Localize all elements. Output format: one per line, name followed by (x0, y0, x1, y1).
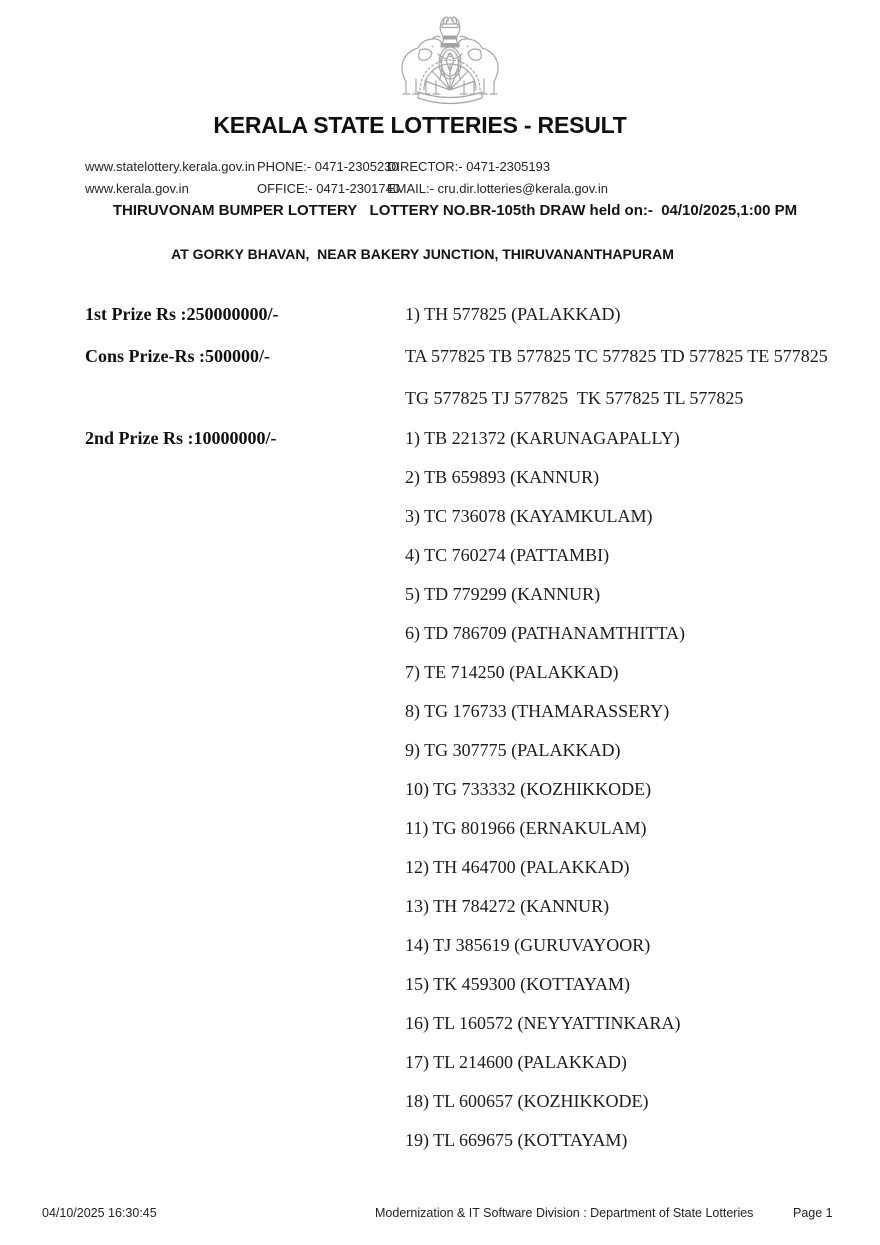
prize-winner-line: 3) TC 736078 (KAYAMKULAM) (405, 506, 653, 526)
kerala-state-emblem-icon (396, 8, 504, 106)
consolation-prize-block (85, 335, 860, 419)
prize-winner-line: 10) TG 733332 (KOZHIKKODE) (405, 779, 652, 799)
prize-winner-line: 8) TG 176733 (THAMARASSERY) (405, 701, 670, 721)
prize-winner-line: 15) TK 459300 (KOTTAYAM) (405, 974, 631, 994)
page-footer (0, 1206, 880, 1228)
prize-winner-line: 18) TL 600657 (KOZHIKKODE) (405, 1091, 649, 1111)
prize-winner-line: 9) TG 307775 (PALAKKAD) (405, 740, 621, 760)
prize-winner-line: 5) TD 779299 (KANNUR) (405, 584, 601, 604)
venue-line: AT GORKY BHAVAN, NEAR BAKERY JUNCTION, THIRUVANANTHAPURAM (171, 246, 674, 262)
prize-winner-line: 1) TB 221372 (KARUNAGAPALLY) (405, 428, 680, 448)
prize-winner-line: 1) TH 577825 (PALAKKAD) (405, 304, 621, 324)
second-prize-lines (405, 419, 860, 1160)
prize-winner-line: 12) TH 464700 (PALAKKAD) (405, 857, 630, 877)
contact-row-1 (0, 159, 880, 177)
prize-winner-line: 7) TE 714250 (PALAKKAD) (405, 662, 619, 682)
footer-page-number: Page 1 (793, 1206, 833, 1220)
draw-info-line: THIRUVONAM BUMPER LOTTERY LOTTERY NO.BR-105th DRAW held on:- 04/10/2025,1:00 PM (112, 202, 798, 219)
results-section (85, 293, 860, 1160)
prize-winner-line: 13) TH 784272 (KANNUR) (405, 896, 610, 916)
prize-winner-line: TG 577825 TJ 577825 TK 577825 TL 577825 (405, 388, 744, 408)
prize-winner-line: 16) TL 160572 (NEYYATTINKARA) (405, 1013, 681, 1033)
prize-winner-line: 11) TG 801966 (ERNAKULAM) (405, 818, 647, 838)
second-prize-label: 2nd Prize Rs :10000000/- (85, 428, 277, 448)
email-text: EMAIL:- cru.dir.lotteries@kerala.gov.in (387, 181, 609, 196)
consolation-prize-label: Cons Prize-Rs :500000/- (85, 346, 270, 366)
website-kerala: www.kerala.gov.in (85, 181, 189, 196)
prize-winner-line: 17) TL 214600 (PALAKKAD) (405, 1052, 627, 1072)
prize-winner-line: 19) TL 669675 (KOTTAYAM) (405, 1130, 628, 1150)
footer-timestamp: 04/10/2025 16:30:45 (42, 1206, 157, 1220)
prize-winner-line: 4) TC 760274 (PATTAMBI) (405, 545, 610, 565)
website-statelottery: www.statelottery.kerala.gov.in (85, 159, 256, 174)
second-prize-block (85, 419, 860, 1160)
consolation-prize-lines (405, 335, 860, 419)
page-title: KERALA STATE LOTTERIES - RESULT (213, 112, 627, 138)
first-prize-label: 1st Prize Rs :250000000/- (85, 304, 279, 324)
contact-row-2 (0, 181, 880, 199)
prize-winner-line: 6) TD 786709 (PATHANAMTHITTA) (405, 623, 686, 643)
first-prize-lines (405, 293, 860, 335)
prize-winner-line: 14) TJ 385619 (GURUVAYOOR) (405, 935, 651, 955)
director-text: DIRECTOR:- 0471-2305193 (387, 159, 551, 174)
prize-winner-line: TA 577825 TB 577825 TC 577825 TD 577825 TE 577825 (405, 346, 828, 366)
first-prize-block (85, 293, 860, 335)
footer-division: Modernization & IT Software Division : Department of State Lotteries (375, 1206, 754, 1220)
office-text: OFFICE:- 0471-2301740 (257, 181, 401, 196)
prize-winner-line: 2) TB 659893 (KANNUR) (405, 467, 600, 487)
phone-text: PHONE:- 0471-2305230 (257, 159, 399, 174)
